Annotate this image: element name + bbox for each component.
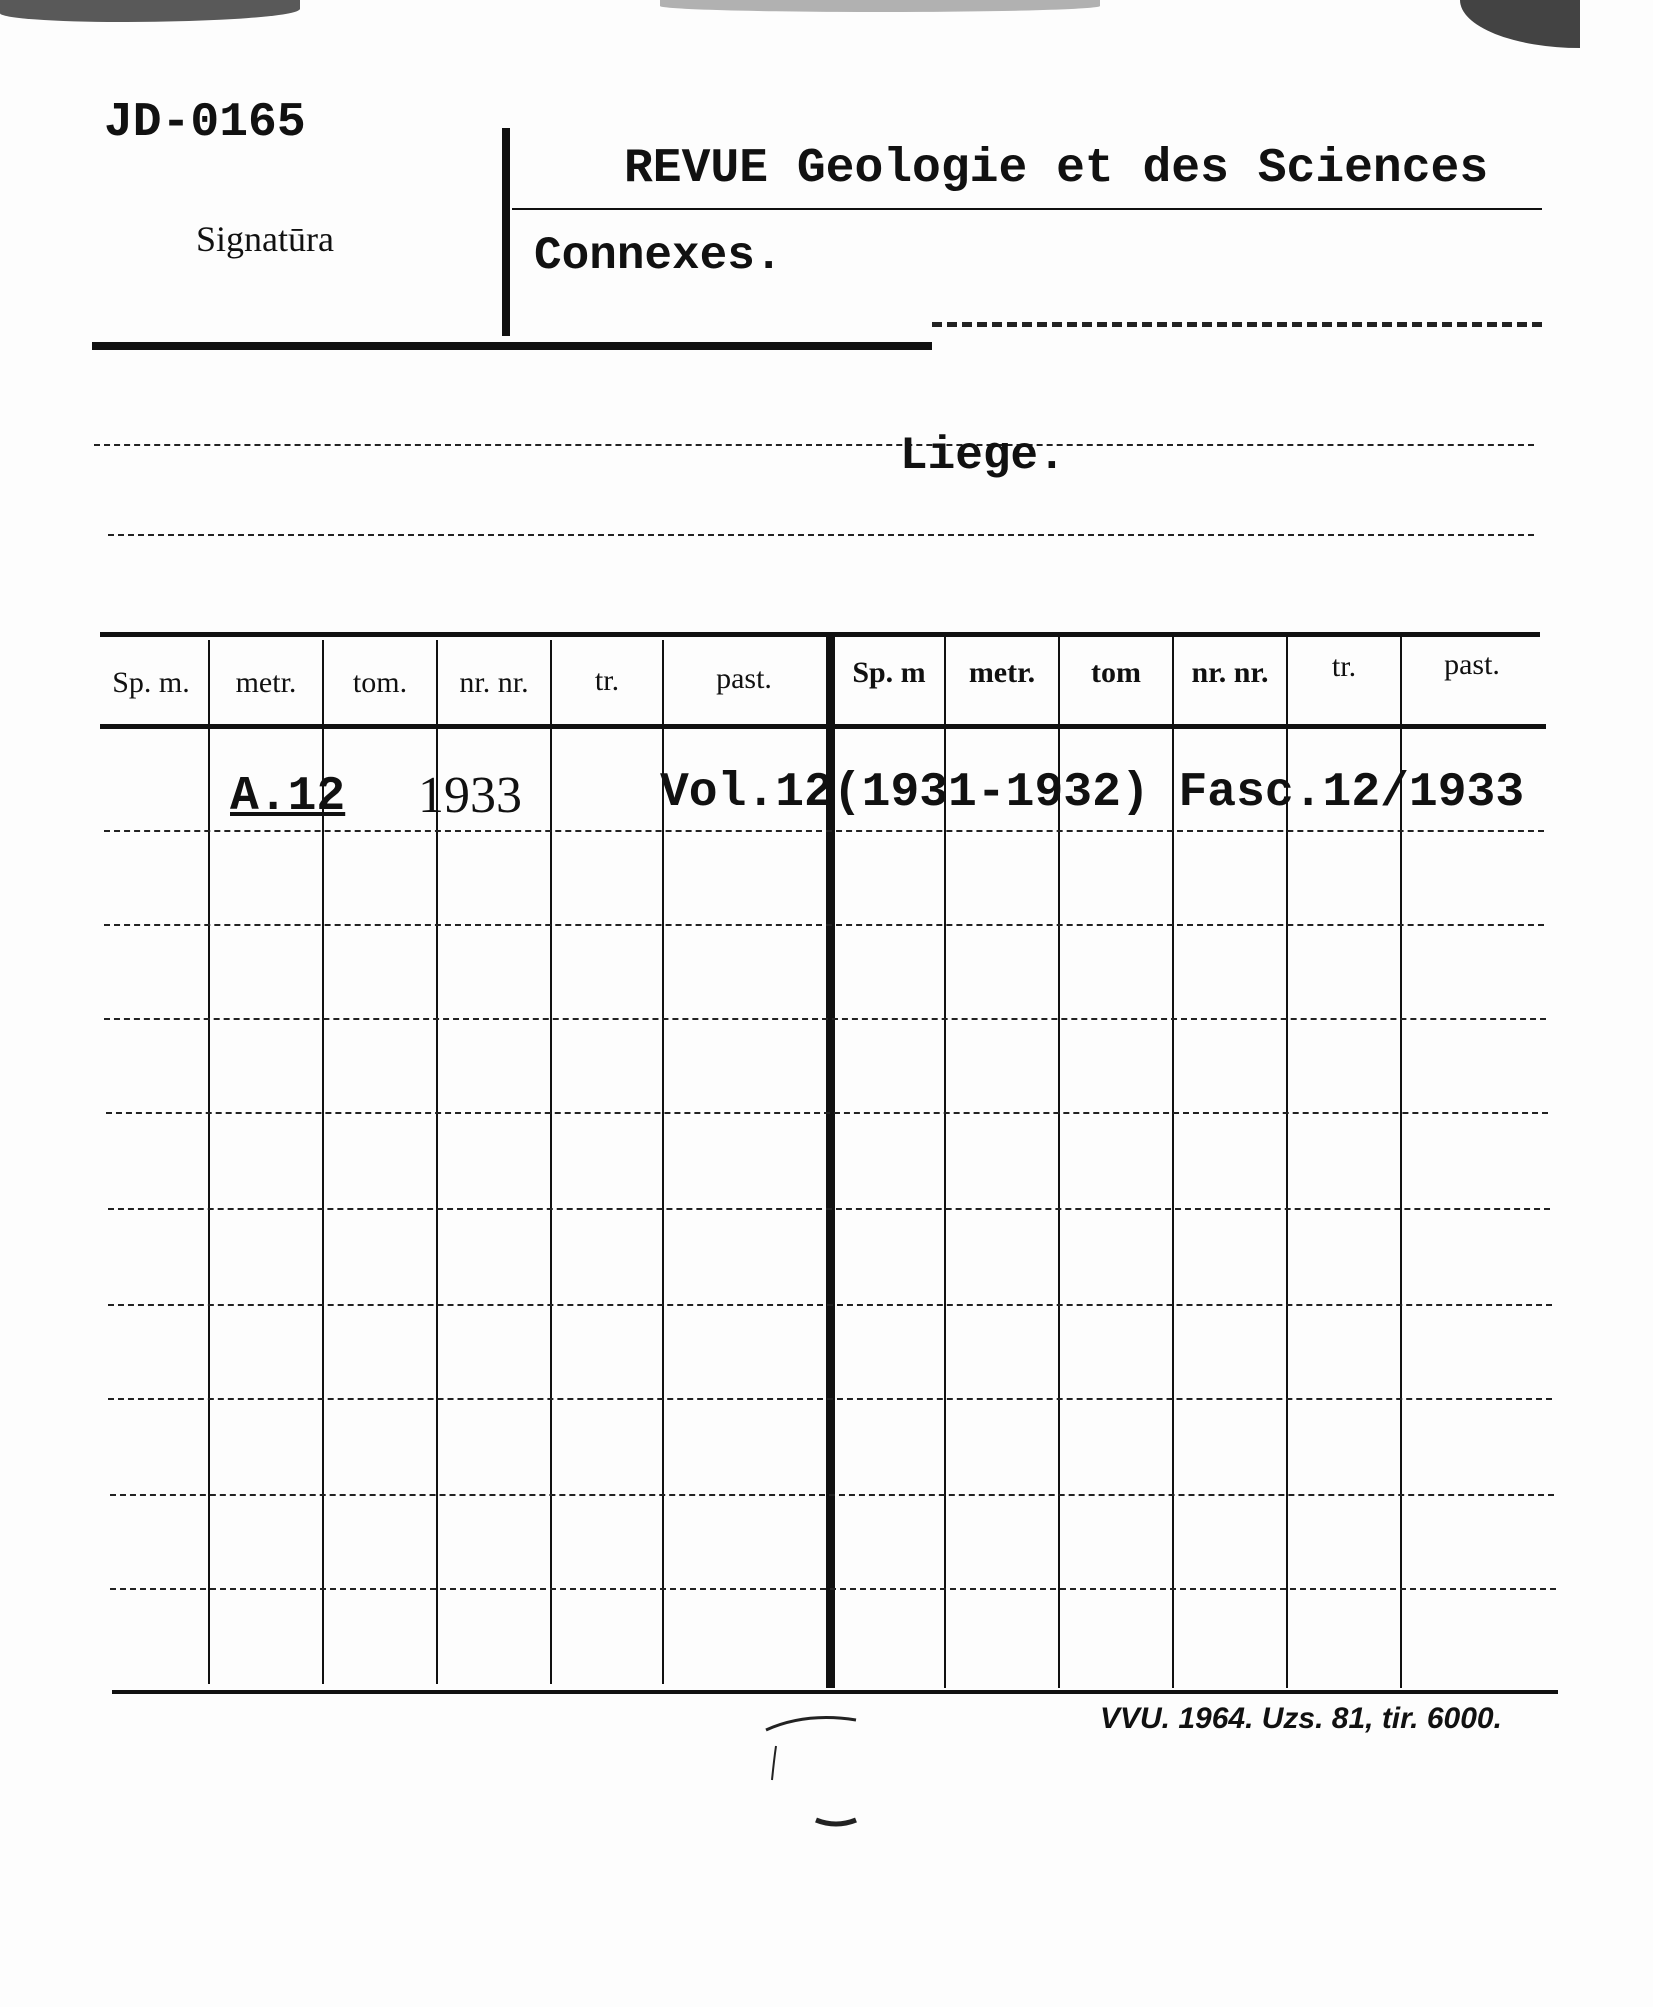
table-header-rule <box>100 724 1546 729</box>
signature-label: Signatūra <box>196 219 334 259</box>
pen-mark <box>756 1700 876 1840</box>
table-bottom-rule <box>112 1690 1558 1694</box>
row-line <box>108 1208 1550 1210</box>
col-line <box>208 640 210 1684</box>
row-line <box>108 1398 1552 1400</box>
col-line <box>550 640 552 1684</box>
title-underline <box>512 208 1542 210</box>
scan-smudge-right <box>1460 0 1580 48</box>
header-divider <box>502 128 510 336</box>
journal-title-line1: REVUE Geologie et des Sciences <box>624 142 1489 196</box>
header-rule <box>92 342 932 350</box>
row1-tom: 1933 <box>418 767 522 824</box>
table-top-rule <box>100 632 1540 637</box>
row-line <box>108 1304 1552 1306</box>
header-metr-left: metr. <box>235 666 297 699</box>
header-metr-right: metr. <box>968 656 1036 689</box>
header-tom-left: tom. <box>352 666 408 699</box>
scan-smudge-center <box>660 0 1100 12</box>
journal-title-line2: Connexes. <box>534 230 783 282</box>
row1-metr: A.12 <box>230 770 346 824</box>
row1-past: Vol.12(1931-1932) Fasc.12/1933 <box>660 766 1525 820</box>
row-line <box>104 830 1544 832</box>
header-past-right: past. <box>1444 648 1500 681</box>
place-line-2 <box>108 534 1534 536</box>
signature-code: JD-0165 <box>104 96 306 150</box>
row-line <box>104 1018 1546 1020</box>
header-sp-m-left: Sp. m. <box>112 666 190 699</box>
header-tr-left: tr. <box>594 664 620 697</box>
header-sp-m-right: Sp. m <box>852 656 926 689</box>
header-nr-left: nr. nr. <box>459 666 529 699</box>
header-tom-right: tom <box>1091 656 1141 689</box>
header-rule-tail <box>932 322 1542 327</box>
row-line <box>104 924 1544 926</box>
header-tr-right: tr. <box>1331 650 1357 683</box>
place-line-1 <box>94 444 1534 446</box>
row-line <box>110 1494 1554 1496</box>
publication-place: Liege. <box>900 430 1066 482</box>
row-line <box>110 1588 1556 1590</box>
header-nr-right: nr. nr. <box>1191 656 1269 689</box>
scan-smudge-left <box>0 0 300 22</box>
header-past-left: past. <box>716 662 772 695</box>
printer-note: VVU. 1964. Uzs. 81, tir. 6000. <box>1100 1702 1502 1735</box>
row-line <box>106 1112 1548 1114</box>
